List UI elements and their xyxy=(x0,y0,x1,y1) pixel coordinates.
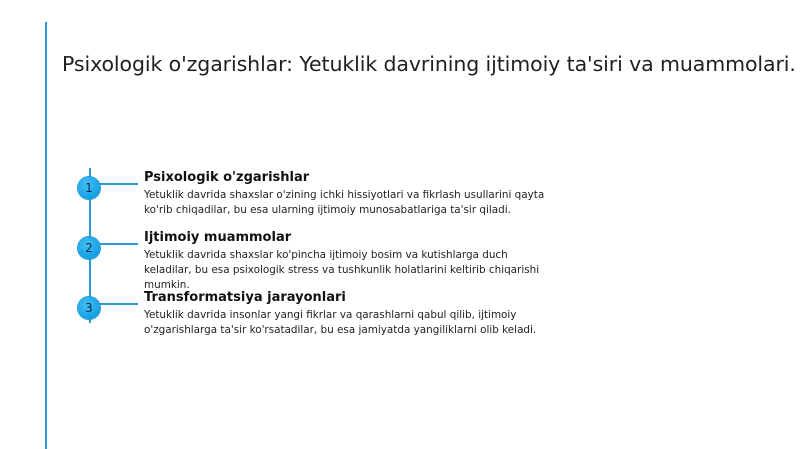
page-title: Psixologik o'zgarishlar: Yetuklik davrining ijtimoiy ta'siri va muammolari. xyxy=(62,52,796,76)
accent-bar xyxy=(45,22,47,449)
step-description: Yetuklik davrida shaxslar ko'pincha ijtimoiy bosim va kutishlarga duch keladilar, bu esa psixologik stress va tushkunlik holatlarini keltirib chiqarishi mumkin. xyxy=(144,249,540,291)
step-number-badge: 3 xyxy=(78,297,100,319)
step-number-badge: 1 xyxy=(78,177,100,199)
step-connector xyxy=(100,303,138,305)
step-description: Yetuklik davrida shaxslar o'zining ichki hissiyotlari va fikrlash usullarini qayta ko'rib chiqadilar, bu esa ularning ijtimoiy munosabatlariga ta'sir qiladi. xyxy=(144,189,545,216)
step-connector xyxy=(100,243,138,245)
step-number-badge: 2 xyxy=(78,237,100,259)
step-description: Yetuklik davrida insonlar yangi fikrlar va qarashlarni qabul qilib, ijtimoiy o'zgarishlarga ta'sir ko'rsatadilar, bu esa jamiyatda yangiliklarni olib keladi. xyxy=(144,309,537,336)
step-heading: Transformatsiya jarayonlari xyxy=(144,290,346,305)
step-connector xyxy=(100,183,138,185)
step-heading: Ijtimoiy muammolar xyxy=(144,230,292,245)
step-heading: Psixologik o'zgarishlar xyxy=(144,170,310,185)
